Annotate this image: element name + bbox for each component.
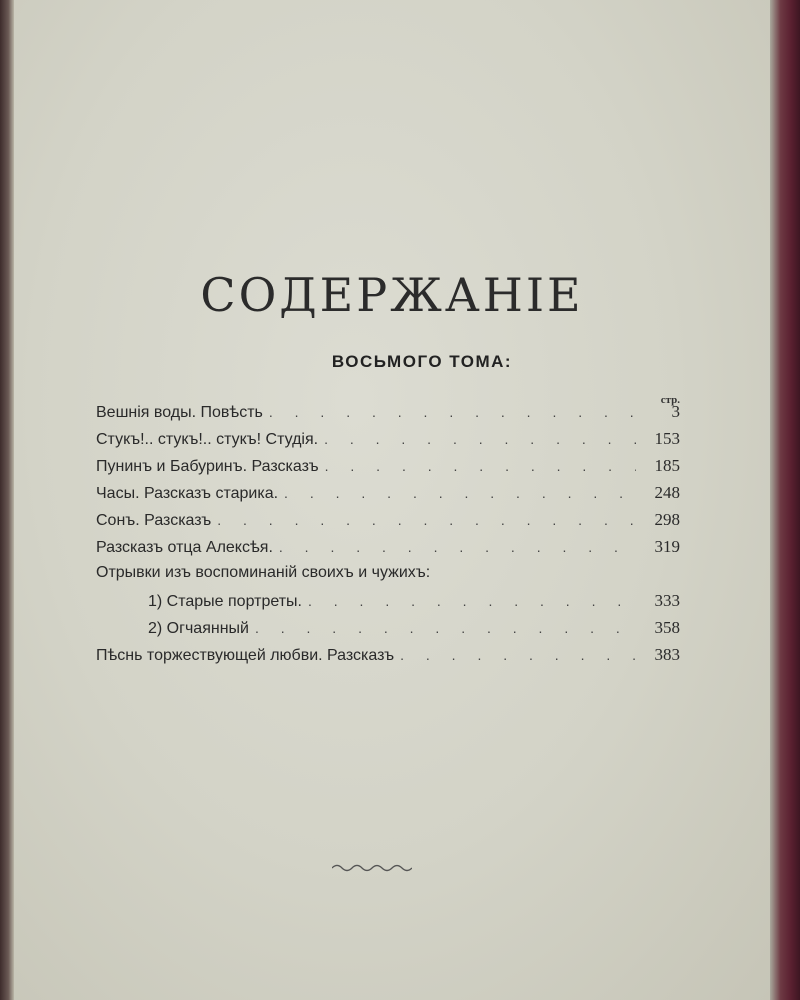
toc-entry-page: 185 <box>654 456 680 475</box>
toc-entry-page: 298 <box>654 510 680 529</box>
toc-entry <box>96 456 680 483</box>
page-column-label: стр. <box>660 394 680 406</box>
toc-entry-title: 2) Огчаянный <box>148 620 249 637</box>
toc-entry-title: Отрывки изъ воспоминаній своихъ и чужихъ: <box>96 564 431 581</box>
toc-entry <box>96 537 680 564</box>
book-binding-left <box>0 0 14 1000</box>
toc-entry <box>96 429 680 456</box>
leader-dots <box>279 539 636 555</box>
toc-entry-page: 248 <box>654 483 680 502</box>
leader-dots <box>284 485 636 501</box>
toc-entry-title: Вешнія воды. Повѣсть <box>96 404 263 421</box>
toc-entry-page: 333 <box>654 591 680 610</box>
toc-entry <box>96 402 680 429</box>
leader-dots <box>255 620 636 636</box>
book-page <box>14 0 770 1000</box>
toc-entry-title: Пунинъ и Бабуринъ. Разсказъ <box>96 458 319 475</box>
toc-entry-title: Стукъ!.. стукъ!.. стукъ! Студія. <box>96 431 319 448</box>
wavy-ornament-icon <box>332 862 412 874</box>
toc-entry-title: Пѣснь торжествующей любви. Разсказъ <box>96 647 395 664</box>
toc-entry <box>96 618 680 645</box>
toc-entry-page: 383 <box>654 645 680 664</box>
book-binding-right <box>770 0 800 1000</box>
leader-dots <box>308 593 636 609</box>
toc-entry-title: Часы. Разсказъ старика. <box>96 485 279 502</box>
leader-dots <box>217 512 636 528</box>
toc-entry-page: 358 <box>654 618 680 637</box>
table-of-contents <box>96 394 680 672</box>
toc-entry <box>96 483 680 510</box>
leader-dots <box>325 458 636 474</box>
toc-entry-page: 319 <box>654 537 680 556</box>
toc-entry <box>96 510 680 537</box>
toc-entry-page: 3 <box>671 402 680 421</box>
toc-entry <box>96 645 680 672</box>
leader-dots <box>400 647 636 663</box>
page-subtitle: ВОСЬМОГО ТОМА: <box>331 352 513 371</box>
page-title: СОДЕРЖАНІЕ <box>200 268 584 322</box>
leader-dots <box>269 404 636 420</box>
toc-entry-title: Сонъ. Разсказъ <box>96 512 212 529</box>
toc-entry-page: 153 <box>654 429 680 448</box>
toc-entry-title: Разсказъ отца Алексѣя. <box>96 539 273 556</box>
toc-section-heading <box>96 564 680 591</box>
toc-entry <box>96 591 680 618</box>
toc-entry-title: 1) Старые портреты. <box>148 593 302 610</box>
leader-dots <box>324 431 636 447</box>
